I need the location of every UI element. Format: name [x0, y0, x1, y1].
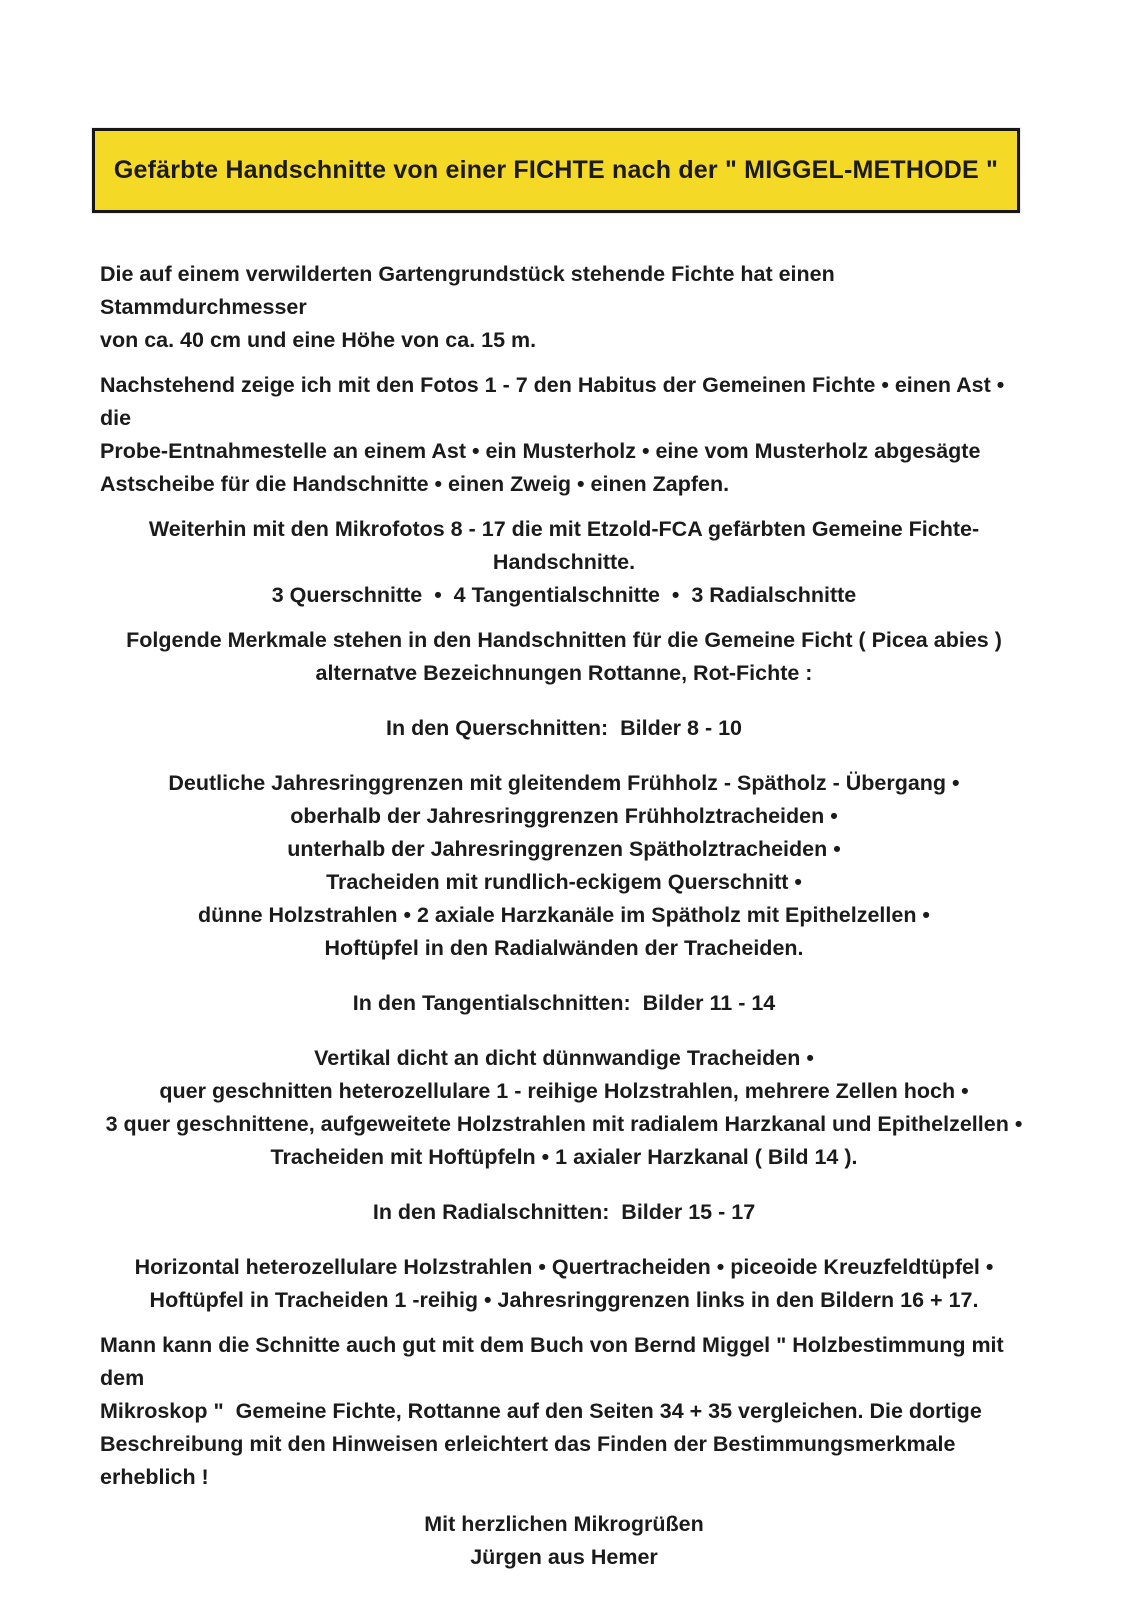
text-line: Astscheibe für die Handschnitte • einen Zweig • einen Zapfen.: [100, 472, 730, 496]
text-line: Nachstehend zeige ich mit den Fotos 1 - 7 den Habitus der Gemeinen Fichte • einen Ast • die: [100, 373, 1011, 430]
closing-signature-line: Jürgen aus Hemer: [470, 1545, 658, 1569]
merkmale-paragraph: [100, 624, 1028, 690]
text-line: Die auf einem verwilderten Gartengrundstück stehende Fichte hat einen Stammdurchmesser: [100, 262, 841, 319]
photos-overview-paragraph: [100, 369, 1028, 501]
closing-greeting-line: Mit herzlichen Mikrogrüßen: [424, 1512, 704, 1536]
text-line: Hoftüpfel in Tracheiden 1 -reihig • Jahresringgrenzen links in den Bildern 16 + 17.: [149, 1288, 979, 1312]
text-line: Tracheiden mit rundlich-eckigem Querschnitt •: [326, 870, 802, 894]
text-line: Tracheiden mit Hoftüpfeln • 1 axialer Harzkanal ( Bild 14 ).: [270, 1145, 858, 1169]
text-line: dünne Holzstrahlen • 2 axiale Harzkanäle im Spätholz mit Epithelzellen •: [198, 903, 930, 927]
text-line: Horizontal heterozellulare Holzstrahlen • Quertracheiden • piceoide Kreuzfeldtüpfel •: [134, 1255, 994, 1279]
text-line: Probe-Entnahmestelle an einem Ast • ein Musterholz • eine vom Musterholz abgesägte: [100, 439, 981, 463]
intro-paragraph: [100, 258, 1028, 357]
text-line: Mikroskop " Gemeine Fichte, Rottanne auf den Seiten 34 + 35 vergleichen. Die dortige: [100, 1399, 982, 1423]
tangentialschnitte-features-paragraph: [100, 1042, 1028, 1174]
tangentialschnitte-heading: [100, 987, 1028, 1020]
text-line: unterhalb der Jahresringgrenzen Spätholztracheiden •: [287, 837, 841, 861]
text-line: Hoftüpfel in den Radialwänden der Tracheiden.: [324, 936, 804, 960]
querschnitte-features-paragraph: [100, 767, 1028, 965]
text-line: 3 Querschnitte • 4 Tangentialschnitte • 3 Radialschnitte: [271, 583, 857, 607]
microphotos-paragraph: [100, 513, 1028, 612]
text-line: quer geschnitten heterozellulare 1 - reihige Holzstrahlen, mehrere Zellen hoch •: [159, 1079, 969, 1103]
heading-line: In den Radialschnitten: Bilder 15 - 17: [372, 1200, 756, 1224]
text-line: Folgende Merkmale stehen in den Handschnitten für die Gemeine Ficht ( Picea abies ): [126, 628, 1002, 652]
text-line: von ca. 40 cm und eine Höhe von ca. 15 m.: [100, 328, 537, 352]
text-line: 3 quer geschnittene, aufgeweitete Holzstrahlen mit radialem Harzkanal und Epithelzellen •: [105, 1112, 1023, 1136]
text-line: Mann kann die Schnitte auch gut mit dem Buch von Bernd Miggel " Holzbestimmung mit dem: [100, 1333, 1010, 1390]
signature-closing: [100, 1508, 1028, 1574]
radialschnitte-heading: [100, 1196, 1028, 1229]
heading-line: In den Tangentialschnitten: Bilder 11 - 14: [352, 991, 776, 1015]
heading-line: In den Querschnitten: Bilder 8 - 10: [385, 716, 742, 740]
text-line: Beschreibung mit den Hinweisen erleichtert das Finden der Bestimmungsmerkmale erheblich !: [100, 1432, 962, 1489]
text-line: Vertikal dicht an dicht dünnwandige Tracheiden •: [314, 1046, 814, 1070]
title-banner: [92, 128, 1020, 213]
text-line: alternatve Bezeichnungen Rottanne, Rot-Fichte :: [315, 661, 813, 685]
book-reference-paragraph: [100, 1329, 1028, 1494]
radialschnitte-features-paragraph: [100, 1251, 1028, 1317]
querschnitte-heading: [100, 712, 1028, 745]
document-body: [0, 258, 1128, 1574]
text-line: Weiterhin mit den Mikrofotos 8 - 17 die mit Etzold-FCA gefärbten Gemeine Fichte-Handschnitte.: [148, 517, 980, 574]
title-banner-text: Gefärbte Handschnitte von einer FICHTE nach der " MIGGEL-METHODE ": [113, 156, 999, 184]
text-line: Deutliche Jahresringgrenzen mit gleitendem Frühholz - Spätholz - Übergang •: [168, 771, 960, 795]
text-line: oberhalb der Jahresringgrenzen Frühholztracheiden •: [290, 804, 838, 828]
